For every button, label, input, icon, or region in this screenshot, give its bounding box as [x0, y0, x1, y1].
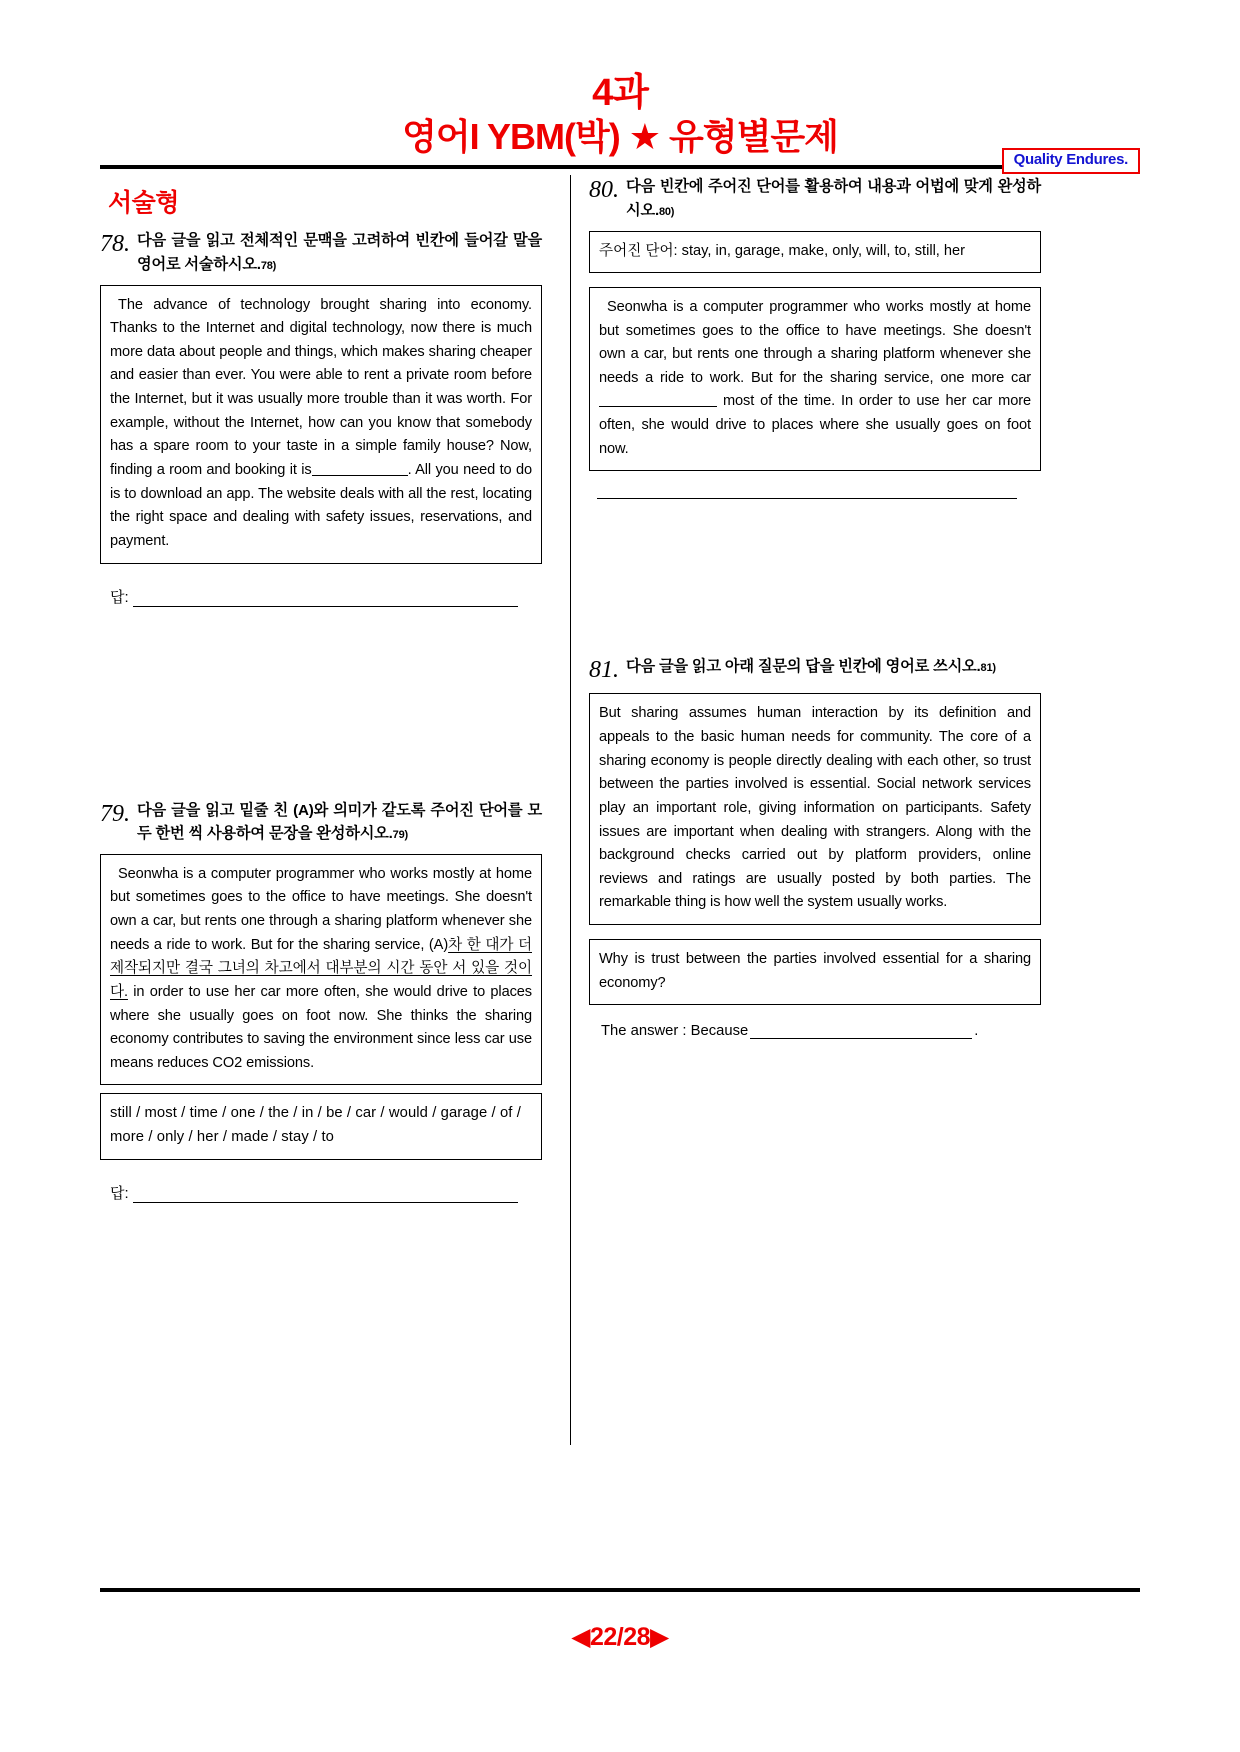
page-header [0, 0, 1240, 168]
left-column [100, 169, 560, 1451]
right-column [581, 169, 1041, 1451]
question-78-passage-part1: The advance of technology brought sharing into economy. Thanks to the Internet and digital technology, now there is much more data about people and things, which makes sharing cheaper and easier than ever. You were able to rent a private room before the Internet, but it was usually more trouble than it was worth. For example, without the Internet, how can you know that somebody has a spare room to your taste in a simple family house? Now, finding a room and booking it is [110, 296, 532, 478]
question-79-answer-row [100, 1182, 542, 1203]
quality-endures-badge: Quality Endures. [1002, 148, 1140, 174]
question-81-prompt: 다음 글을 읽고 아래 질문의 답을 빈칸에 영어로 쓰시오.81) [626, 658, 996, 676]
question-79-prompt: 다음 글을 읽고 밑줄 친 (A)와 의미가 같도록 주어진 단어를 모두 한번 씩 사용하여 문장을 완성하시오.79) [137, 801, 542, 843]
question-80-number: 80. [589, 177, 619, 204]
question-78-prompt: 다음 글을 읽고 전체적인 문맥을 고려하여 빈칸에 들어갈 말을 영어로 서술하시오.78) [137, 232, 542, 273]
question-78-inline-blank [312, 475, 408, 476]
question-79-footnote: 79) [392, 829, 408, 842]
column-divider [570, 175, 571, 1445]
question-78-answer-row [100, 586, 542, 607]
question-80-passage-box [589, 287, 1041, 471]
two-column-body [100, 169, 1140, 1451]
question-80-footnote: 80) [658, 205, 675, 218]
question-81-number: 81. [589, 657, 619, 684]
question-79-header [100, 799, 542, 846]
question-80-passage-part1: Seonwha is a computer programmer who works mostly at home but sometimes goes to the office to have meetings. She doesn't own a car, but rents one through a sharing platform whenever she needs a ride to work. But for the sharing service, one more car [599, 298, 1031, 386]
question-80-given-words-box [589, 231, 1041, 273]
question-78-passage-part2: . All you need to do is to download an app. The website deals with all the rest, locating the right space and dealing with safety issues, reservations, and payment. [110, 462, 532, 549]
question-79-block [100, 799, 542, 1204]
question-81-passage-text: But sharing assumes human interaction by its definition and appeals to the basic human needs for community. The core of a sharing economy is people directly dealing with each other, so trust between the parties involved is essential. Social network services play an important role, giving information on participants. Safety issues are important when dealing with strangers. Along with the background checks carried out by platform providers, online reviews and ratings are usually posted by both parties. The remarkable thing is how well the system usually works. [599, 705, 1031, 911]
question-78-block [100, 229, 542, 606]
question-79-underlined-korean: 차 한 대가 더 제작되지만 결국 그녀의 차고에서 대부분의 시간 동안 서 있을 것이다. [110, 936, 532, 1000]
question-81-subquestion-text: Why is trust between the parties involved essential for a sharing economy? [599, 951, 1031, 991]
question-78-answer-label: 답: [110, 588, 129, 606]
question-81-footnote: 81) [980, 662, 996, 675]
question-80-passage-text [599, 296, 1031, 461]
footer-page-number: ◀22/28▶ [571, 1623, 669, 1651]
question-78-header [100, 229, 542, 276]
question-80-prompt: 다음 빈칸에 주어진 단어를 활용하여 내용과 어법에 맞게 완성하시오.80) [626, 178, 1041, 219]
page-title: 영어I YBM(박) ★ 유형별문제 [402, 116, 838, 157]
question-80-inline-blank [599, 406, 717, 407]
question-79-answer-label: 답: [110, 1185, 129, 1203]
question-80-block [589, 175, 1041, 499]
question-79-number: 79. [100, 800, 130, 827]
question-80-given-words-list: stay, in, garage, make, only, will, to, still, her [681, 242, 966, 259]
question-81-answer-blank[interactable] [750, 1038, 972, 1039]
question-78-passage-text [110, 294, 532, 554]
question-79-answer-line[interactable] [133, 1187, 518, 1203]
question-79-wordbank-text: still / most / time / one / the / in / be / car / would / garage / of / more / only / her / made / stay / to [110, 1105, 521, 1146]
question-80-header [589, 175, 1041, 222]
spacer-between-78-79 [100, 607, 542, 793]
lesson-number: 4과 [592, 72, 648, 114]
question-78-answer-line[interactable] [133, 591, 518, 607]
question-78-number: 78. [100, 231, 130, 258]
question-79-passage-part2: in order to use her car more often, she would drive to places where she usually goes on foot now. She thinks the sharing economy contributes to saving the environment since less car use means reduces CO2 emissions. [110, 983, 532, 1071]
question-79-passage-part1: Seonwha is a computer programmer who works mostly at home but sometimes goes to the office to have meetings. She doesn't own a car, but rents one through a sharing platform whenever she needs a ride to work. But for the sharing service, [110, 865, 532, 953]
question-79-marker-a: (A) [428, 936, 449, 953]
question-81-header [589, 655, 1041, 685]
footer-divider-rule [100, 1588, 1140, 1592]
question-78-footnote: 78) [260, 259, 277, 272]
question-81-passage-box [589, 693, 1041, 925]
question-80-given-label: 주어진 단어: [599, 242, 678, 259]
question-80-given-words-text [599, 240, 1031, 263]
question-79-passage-box [100, 854, 542, 1086]
question-79-wordbank-box [100, 1093, 542, 1160]
question-81-subquestion-box [589, 939, 1041, 1005]
question-81-answer-suffix: . [974, 1023, 979, 1040]
question-78-passage-box [100, 285, 542, 564]
question-81-block [589, 655, 1041, 1039]
question-81-answer-row [589, 1023, 1041, 1039]
question-80-passage-part2: most of the time. In order to use her car more often, she would drive to places where she usually goes on foot now. [599, 393, 1031, 457]
spacer-between-80-81 [589, 499, 1041, 649]
question-81-answer-prefix: The answer : Because [601, 1023, 749, 1040]
question-79-passage-text [110, 863, 532, 1076]
section-heading-descriptive: 서술형 [108, 189, 179, 218]
